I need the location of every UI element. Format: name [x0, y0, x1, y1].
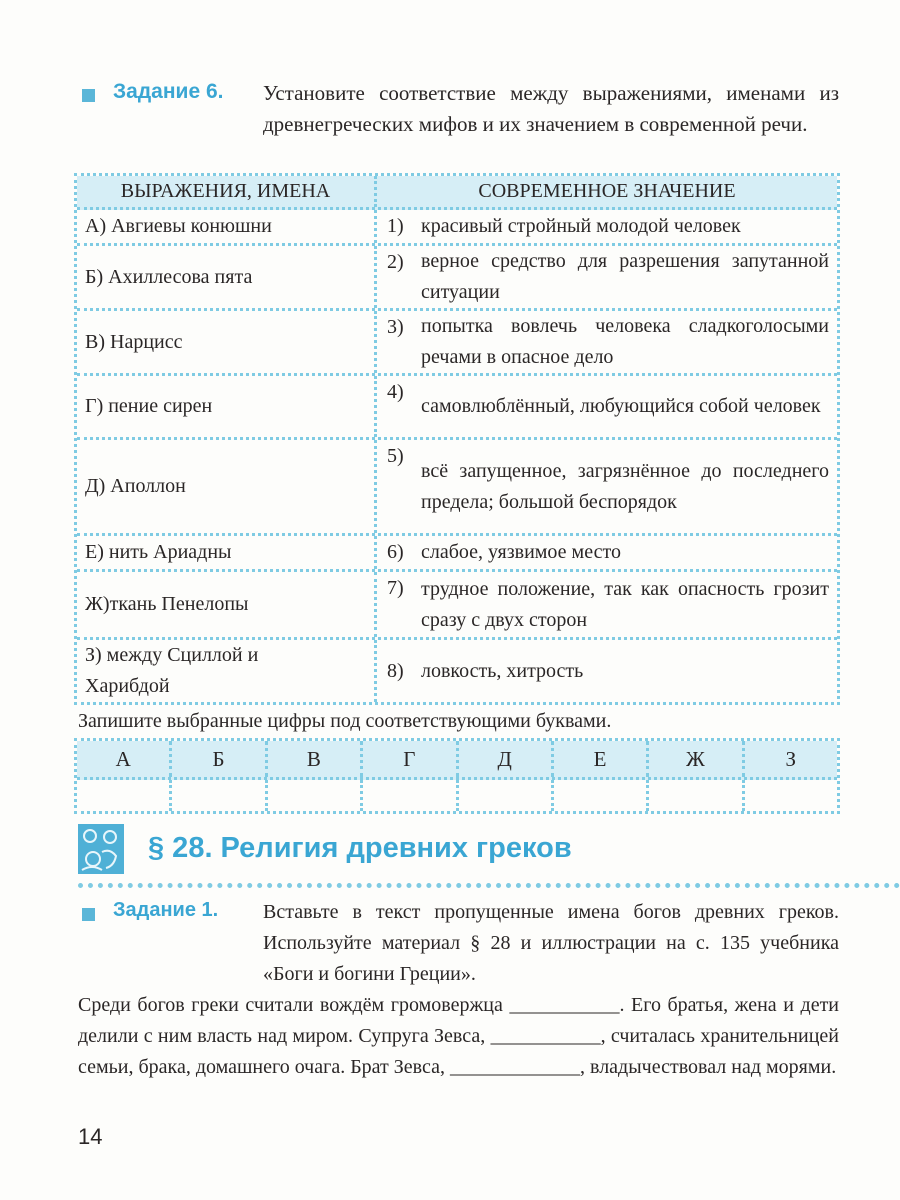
- expression: З) между Сциллой и Харибдой: [77, 640, 377, 702]
- header-expressions: ВЫРАЖЕНИЯ, ИМЕНА: [77, 176, 377, 207]
- table-row: [77, 246, 837, 311]
- answer-field[interactable]: [172, 780, 267, 811]
- table-row: [77, 210, 837, 246]
- answer-letter: В: [268, 741, 363, 777]
- answer-field[interactable]: [745, 780, 837, 811]
- answer-field[interactable]: [459, 780, 554, 811]
- task1-label: Задание 1.: [113, 899, 219, 921]
- answer-letter: Д: [459, 741, 554, 777]
- section-illustration-icon: [78, 824, 124, 874]
- task6-text: Установите соответствие между выражениями, именами из древнегреческих мифов и их значением в современной речи.: [263, 81, 839, 136]
- task-marker-icon: [82, 89, 95, 102]
- paragraph-text: , владычествовал над морями.: [580, 1056, 837, 1078]
- answer-letter: Г: [363, 741, 458, 777]
- section-title: § 28. Религия древних греков: [148, 832, 572, 864]
- meaning-number: 1): [387, 215, 404, 237]
- meaning-number: 2): [387, 251, 404, 273]
- meaning: трудное положение, так как опасность грозит сразу с двух сторон: [421, 577, 829, 631]
- answer-field[interactable]: [363, 780, 458, 811]
- answer-field[interactable]: [268, 780, 363, 811]
- answer-letters-row: [77, 741, 837, 780]
- table-row: [77, 536, 837, 572]
- meaning: всё запущенное, загрязнённое до последнего предела; большой беспорядок: [421, 459, 829, 513]
- table-header: [77, 176, 837, 210]
- answer-input-row: [77, 780, 837, 811]
- answer-table: [74, 738, 840, 814]
- expression: Д) Аполлон: [77, 440, 377, 533]
- expression: Е) нить Ариадны: [77, 536, 377, 569]
- answer-letter: Ж: [649, 741, 744, 777]
- expression: Ж)ткань Пенелопы: [77, 572, 377, 637]
- answer-letter: Е: [554, 741, 649, 777]
- expression: В) Нарцисс: [77, 311, 377, 373]
- table-row: [77, 572, 837, 640]
- blank-field[interactable]: ___________: [490, 1025, 601, 1047]
- meaning-number: 7): [387, 577, 404, 599]
- meaning-number: 8): [387, 659, 404, 682]
- paragraph-text: Среди богов греки считали вождём громовержца: [78, 994, 503, 1016]
- task6-label: Задание 6.: [113, 80, 224, 103]
- matching-table: [74, 173, 840, 705]
- answer-field[interactable]: [554, 780, 649, 811]
- meaning: попытка вовлечь человека сладкоголосыми речами в опасное дело: [421, 315, 829, 368]
- answer-instruction: Запишите выбранные цифры под соответствующими буквами.: [78, 710, 612, 732]
- page-number: 14: [78, 1124, 103, 1149]
- meaning-number: 3): [387, 316, 404, 338]
- meaning: слабое, уязвимое место: [421, 541, 621, 563]
- meaning-number: 4): [387, 381, 404, 403]
- expression: Г) пение сирен: [77, 376, 377, 437]
- task1-paragraph: [78, 990, 839, 1083]
- table-row: [77, 640, 837, 702]
- meaning: самовлюблённый, любующийся собой человек: [421, 395, 821, 417]
- meaning: ловкость, хитрость: [421, 659, 584, 682]
- answer-letter: З: [785, 746, 797, 771]
- answer-field[interactable]: [649, 780, 744, 811]
- answer-letter: Б: [172, 741, 267, 777]
- blank-field[interactable]: ___________: [509, 994, 620, 1016]
- meaning: красивый стройный молодой человек: [421, 215, 741, 237]
- table-row: [77, 311, 837, 376]
- expression: А) Авгиевы конюшни: [77, 210, 377, 243]
- task-marker-icon: [82, 908, 95, 921]
- task6-body: [74, 173, 840, 814]
- expression: Б) Ахиллесова пята: [77, 246, 377, 308]
- answer-letter: А: [77, 741, 172, 777]
- table-row: [77, 376, 837, 440]
- paragraph-text: . Его братья, жена и дети делили с ним власть над миром. Супруга Зевса,: [78, 994, 840, 1047]
- table-row: [77, 440, 837, 536]
- answer-field[interactable]: [77, 780, 172, 811]
- meaning-number: 5): [387, 445, 404, 467]
- header-meaning: СОВРЕМЕННОЕ ЗНАЧЕНИЕ: [478, 180, 736, 202]
- paragraph-text: , считалась хранительницей семьи, брака, домашнего очага. Брат Зевса,: [78, 1025, 840, 1078]
- section-divider: [78, 883, 900, 888]
- meaning: верное средство для разрешения запутанной ситуации: [421, 250, 829, 303]
- blank-field[interactable]: _____________: [450, 1056, 581, 1078]
- task1-text: Вставьте в текст пропущенные имена богов древних греков. Используйте материал § 28 и иллюстрации на с. 135 учебника «Боги и богини Греции».: [263, 901, 839, 985]
- meaning-number: 6): [387, 541, 404, 563]
